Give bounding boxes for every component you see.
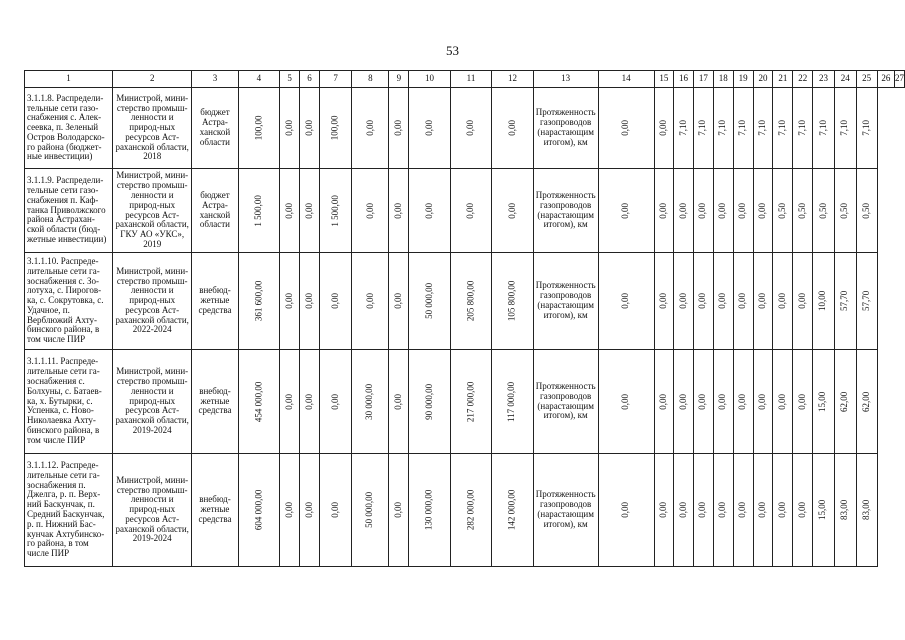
cell-value: 0,50 [776,202,787,219]
responsible-cell: Министрой, мини-стерство промыш-ленности и природ-ных ресурсов Аст-раханской области, 2019-2024 [113,350,192,454]
funding-value-cell [352,253,389,350]
funding-value-cell [352,454,389,567]
cell-value: 0,00 [677,502,688,518]
target-value-cell [773,350,793,454]
target-value-cell [598,88,654,169]
cell-value: 0,00 [423,120,434,136]
table-row [25,350,905,454]
header-cell: 7 [319,71,352,88]
cell-value: 15,00 [817,499,828,521]
header-cell: 18 [713,71,733,88]
target-value-cell [693,350,713,454]
cell-value: 0,00 [620,120,631,136]
cell-value: 15,00 [817,391,828,412]
target-value-cell [674,253,694,350]
funding-value-cell [409,169,451,253]
target-value-cell [753,350,773,454]
cell-value: 0,00 [737,502,748,518]
target-value-cell [793,88,813,169]
header-cell: 8 [352,71,389,88]
funding-value-cell [450,350,492,454]
funding-value-cell [352,169,389,253]
funding-value-cell [319,88,352,169]
cell-value: 0,00 [776,293,787,309]
responsible-cell: Министрой, мини-стерство промыш-ленности и природ-ных ресурсов Аст-раханской области, 2019-2024 [113,454,192,567]
header-cell: 16 [674,71,694,88]
target-value-cell [693,454,713,567]
cell-value: 50 000,00 [364,491,375,528]
cell-value: 0,00 [465,120,476,136]
table-row [25,253,905,350]
header-cell: 5 [280,71,300,88]
cell-value: 0,00 [737,293,748,309]
cell-value: 7,10 [817,120,828,136]
funding-value-cell [352,88,389,169]
header-cell: 15 [654,71,673,88]
header-row [25,71,905,88]
target-value-cell [654,88,673,169]
target-value-cell [793,253,813,350]
cell-value: 0,00 [657,202,668,219]
cell-value: 90 000,00 [423,383,434,420]
header-cell: 19 [733,71,753,88]
cell-value: 0,00 [757,502,768,518]
target-value-cell [713,253,733,350]
cell-value: 0,00 [506,120,517,136]
funding-value-cell [352,350,389,454]
target-value-cell [834,169,856,253]
target-value-cell [674,88,694,169]
funding-value-cell [300,350,320,454]
cell-value: 0,00 [757,293,768,309]
target-value-cell [793,454,813,567]
cell-value: 0,00 [506,202,517,219]
target-value-cell [674,454,694,567]
funding-source-cell: бюджет Астра-ханской области [192,88,238,169]
funding-value-cell [389,253,409,350]
header-cell: 13 [533,71,598,88]
cell-value: 142 000,00 [506,489,517,531]
cell-value: 0,00 [364,120,375,136]
funding-value-cell [300,169,320,253]
table-row [25,88,905,169]
target-value-cell [793,169,813,253]
target-value-cell [813,454,835,567]
header-cell: 14 [598,71,654,88]
cell-value: 30 000,00 [364,383,375,420]
page-number: 53 [446,43,459,58]
cell-value: 50 000,00 [423,282,434,319]
cell-value: 0,00 [303,393,314,410]
cell-value: 7,10 [717,120,728,136]
event-name-cell: 3.1.1.8. Распредели-тельные сети газо-снабжения с. Алек-сеевка, п. Зеленый Остров Володарско-го района (бюджет-ные инвестиции) [25,88,113,169]
cell-value: 7,10 [737,120,748,136]
header-cell: 21 [773,71,793,88]
funding-value-cell [492,169,534,253]
target-value-cell [674,350,694,454]
target-value-cell [713,169,733,253]
cell-value: 7,10 [757,120,768,136]
target-value-cell [654,253,673,350]
responsible-cell: Министрой, мини-стерство промыш-ленности и природ-ных ресурсов Аст-раханской области, ГКУ АО «УКС», 2019 [113,169,192,253]
cell-value: 361 600,00 [252,280,263,322]
target-value-cell [793,350,813,454]
funding-value-cell [409,88,451,169]
funding-value-cell [389,169,409,253]
funding-value-cell [450,454,492,567]
target-value-cell [713,88,733,169]
cell-value: 0,50 [860,202,871,219]
cell-value: 0,00 [717,293,728,309]
target-value-cell [674,169,694,253]
cell-value: 0,00 [283,393,294,410]
cell-value: 105 800,00 [506,280,517,322]
funding-source-cell: внебюд-жетные средства [192,253,238,350]
funding-value-cell [280,169,300,253]
target-value-cell [773,169,793,253]
cell-value: 7,10 [839,120,850,136]
event-name-cell: 3.1.1.11. Распреде-лительные сети га-зоснабжения с. Болхуны, с. Батаев-ка, х. Бутырки, с. Успенка, с. Ново-Николаевка Ахту-бинского района, в том числе ПИР [25,350,113,454]
cell-value: 0,00 [757,202,768,219]
header-cell: 3 [192,71,238,88]
cell-value: 0,00 [392,202,403,219]
cell-value: 57,70 [860,290,871,312]
cell-value: 0,00 [283,502,294,518]
header-cell: 2 [113,71,192,88]
cell-value: 0,00 [329,293,340,309]
cell-value: 83,00 [860,499,871,521]
target-value-cell [753,454,773,567]
cell-value: 0,00 [303,502,314,518]
target-value-cell [753,88,773,169]
header-cell: 10 [409,71,451,88]
header-cell: 26 [877,71,894,88]
cell-value: 0,00 [776,502,787,518]
header-cell: 20 [753,71,773,88]
target-value-cell [733,169,753,253]
cell-value: 0,00 [776,393,787,410]
funding-value-cell [280,253,300,350]
funding-value-cell [300,88,320,169]
target-value-cell [856,169,877,253]
cell-value: 0,00 [465,202,476,219]
cell-value: 0,00 [392,293,403,309]
program-table [24,70,905,567]
indicator-cell: Протяженность газопроводов (нарастающим итогом), км [533,88,598,169]
cell-value: 7,10 [776,120,787,136]
target-value-cell [598,253,654,350]
cell-value: 0,00 [423,202,434,219]
cell-value: 0,00 [697,293,708,309]
funding-value-cell [319,350,352,454]
target-value-cell [773,253,793,350]
cell-value: 0,00 [737,393,748,410]
indicator-cell: Протяженность газопроводов (нарастающим итогом), км [533,253,598,350]
cell-value: 7,10 [677,120,688,136]
target-value-cell [733,454,753,567]
target-value-cell [834,253,856,350]
funding-value-cell [492,88,534,169]
cell-value: 62,00 [860,391,871,412]
cell-value: 0,00 [392,502,403,518]
target-value-cell [834,350,856,454]
event-name-cell: 3.1.1.10. Распреде-лительные сети га-зоснабжения с. Зо-лотуха, с. Пирогов-ка, с. Сокрутовка, с. Удачное, п. Верблюжий Ахту-бинского района, в том числе ПИР [25,253,113,350]
cell-value: 0,00 [329,502,340,518]
responsible-cell: Министрой, мини-стерство промыш-ленности и природ-ных ресурсов Аст-раханской области, 2022-2024 [113,253,192,350]
header-cell: 22 [793,71,813,88]
target-value-cell [598,454,654,567]
funding-value-cell [450,253,492,350]
target-value-cell [654,169,673,253]
target-value-cell [813,169,835,253]
cell-value: 0,50 [839,202,850,219]
funding-value-cell [319,454,352,567]
funding-source-cell: внебюд-жетные средства [192,350,238,454]
event-name-cell: 3.1.1.9. Распредели-тельные сети газо-снабжения п. Каф-танка Приволжского района Астрахан-ской области (бюд-жетные инвестиции) [25,169,113,253]
funding-value-cell [280,88,300,169]
cell-value: 0,00 [796,502,807,518]
cell-value: 0,00 [717,393,728,410]
funding-value-cell [492,454,534,567]
funding-value-cell [300,253,320,350]
target-value-cell [733,253,753,350]
funding-value-cell [389,88,409,169]
cell-value: 0,00 [364,202,375,219]
target-value-cell [834,454,856,567]
target-value-cell [753,169,773,253]
cell-value: 0,00 [717,202,728,219]
cell-value: 0,00 [796,393,807,410]
funding-source-cell: внебюд-жетные средства [192,454,238,567]
cell-value: 0,00 [677,393,688,410]
funding-value-cell [450,169,492,253]
target-value-cell [598,169,654,253]
indicator-cell: Протяженность газопроводов (нарастающим итогом), км [533,350,598,454]
target-value-cell [834,88,856,169]
cell-value: 7,10 [796,120,807,136]
funding-value-cell [238,253,280,350]
event-name-cell: 3.1.1.12. Распреде-лительные сети га-зоснабжения п. Джелга, р. п. Верх-ний Баскунчак, п. Средний Баскунчак, р. п. Нижний Бас-кунчак Ахтубинско-го района, в том числе ПИР [25,454,113,567]
target-value-cell [713,454,733,567]
funding-value-cell [238,454,280,567]
target-value-cell [733,88,753,169]
target-value-cell [856,88,877,169]
cell-value: 0,00 [757,393,768,410]
header-cell: 9 [389,71,409,88]
cell-value: 0,00 [697,393,708,410]
header-cell: 23 [813,71,835,88]
table-row [25,454,905,567]
funding-value-cell [492,350,534,454]
cell-value: 0,00 [283,202,294,219]
funding-value-cell [409,454,451,567]
header-cell: 24 [834,71,856,88]
cell-value: 217 000,00 [465,381,476,422]
target-value-cell [654,350,673,454]
cell-value: 117 000,00 [506,381,517,422]
funding-value-cell [389,454,409,567]
funding-value-cell [238,169,280,253]
target-value-cell [693,88,713,169]
cell-value: 7,10 [860,120,871,136]
cell-value: 10,00 [817,290,828,312]
cell-value: 0,00 [392,120,403,136]
header-cell: 11 [450,71,492,88]
target-value-cell [773,454,793,567]
cell-value: 130 000,00 [423,489,434,531]
cell-value: 57,70 [839,290,850,312]
cell-value: 0,00 [620,502,631,518]
cell-value: 1 500,00 [329,194,340,227]
funding-value-cell [492,253,534,350]
funding-value-cell [238,350,280,454]
cell-value: 0,00 [657,502,668,518]
cell-value: 0,00 [796,293,807,309]
cell-value: 62,00 [839,391,850,412]
cell-value: 100,00 [329,115,340,141]
header-cell: 17 [693,71,713,88]
funding-value-cell [409,253,451,350]
cell-value: 0,00 [303,293,314,309]
cell-value: 0,00 [737,202,748,219]
funding-value-cell [238,88,280,169]
funding-value-cell [300,454,320,567]
header-cell: 25 [856,71,877,88]
funding-value-cell [280,350,300,454]
cell-value: 0,00 [303,120,314,136]
header-cell: 4 [238,71,280,88]
target-value-cell [598,350,654,454]
target-value-cell [693,253,713,350]
cell-value: 0,00 [717,502,728,518]
indicator-cell: Протяженность газопроводов (нарастающим итогом), км [533,169,598,253]
target-value-cell [733,350,753,454]
target-value-cell [813,88,835,169]
cell-value: 1 500,00 [252,194,263,227]
cell-value: 7,10 [697,120,708,136]
header-cell: 6 [300,71,320,88]
cell-value: 0,00 [620,202,631,219]
cell-value: 0,00 [657,120,668,136]
funding-value-cell [450,88,492,169]
funding-value-cell [280,454,300,567]
cell-value: 0,00 [620,293,631,309]
cell-value: 0,00 [677,202,688,219]
cell-value: 0,00 [283,120,294,136]
cell-value: 0,00 [620,393,631,410]
header-cell: 12 [492,71,534,88]
cell-value: 0,00 [303,202,314,219]
target-value-cell [713,350,733,454]
cell-value: 0,00 [697,502,708,518]
cell-value: 100,00 [252,115,263,141]
header-cell: 1 [25,71,113,88]
target-value-cell [813,253,835,350]
target-value-cell [856,350,877,454]
cell-value: 0,00 [657,393,668,410]
cell-value: 205 800,00 [465,280,476,322]
funding-value-cell [319,169,352,253]
target-value-cell [773,88,793,169]
cell-value: 454 000,00 [252,381,263,422]
target-value-cell [856,253,877,350]
target-value-cell [753,253,773,350]
cell-value: 282 000,00 [465,489,476,531]
cell-value: 0,00 [697,202,708,219]
target-value-cell [654,454,673,567]
funding-value-cell [319,253,352,350]
cell-value: 0,00 [392,393,403,410]
cell-value: 0,00 [283,293,294,309]
cell-value: 604 000,00 [252,489,263,531]
indicator-cell: Протяженность газопроводов (нарастающим итогом), км [533,454,598,567]
cell-value: 0,50 [817,202,828,219]
table-row [25,169,905,253]
cell-value: 83,00 [839,499,850,521]
cell-value: 0,00 [364,293,375,309]
funding-value-cell [389,350,409,454]
cell-value: 0,00 [657,293,668,309]
target-value-cell [693,169,713,253]
funding-value-cell [409,350,451,454]
funding-source-cell: бюджет Астра-ханской области [192,169,238,253]
target-value-cell [813,350,835,454]
header-cell: 27 [895,71,905,88]
cell-value: 0,00 [677,293,688,309]
responsible-cell: Министрой, мини-стерство промыш-ленности и природ-ных ресурсов Аст-раханской области, 2018 [113,88,192,169]
target-value-cell [856,454,877,567]
cell-value: 0,50 [796,202,807,219]
cell-value: 0,00 [329,393,340,410]
